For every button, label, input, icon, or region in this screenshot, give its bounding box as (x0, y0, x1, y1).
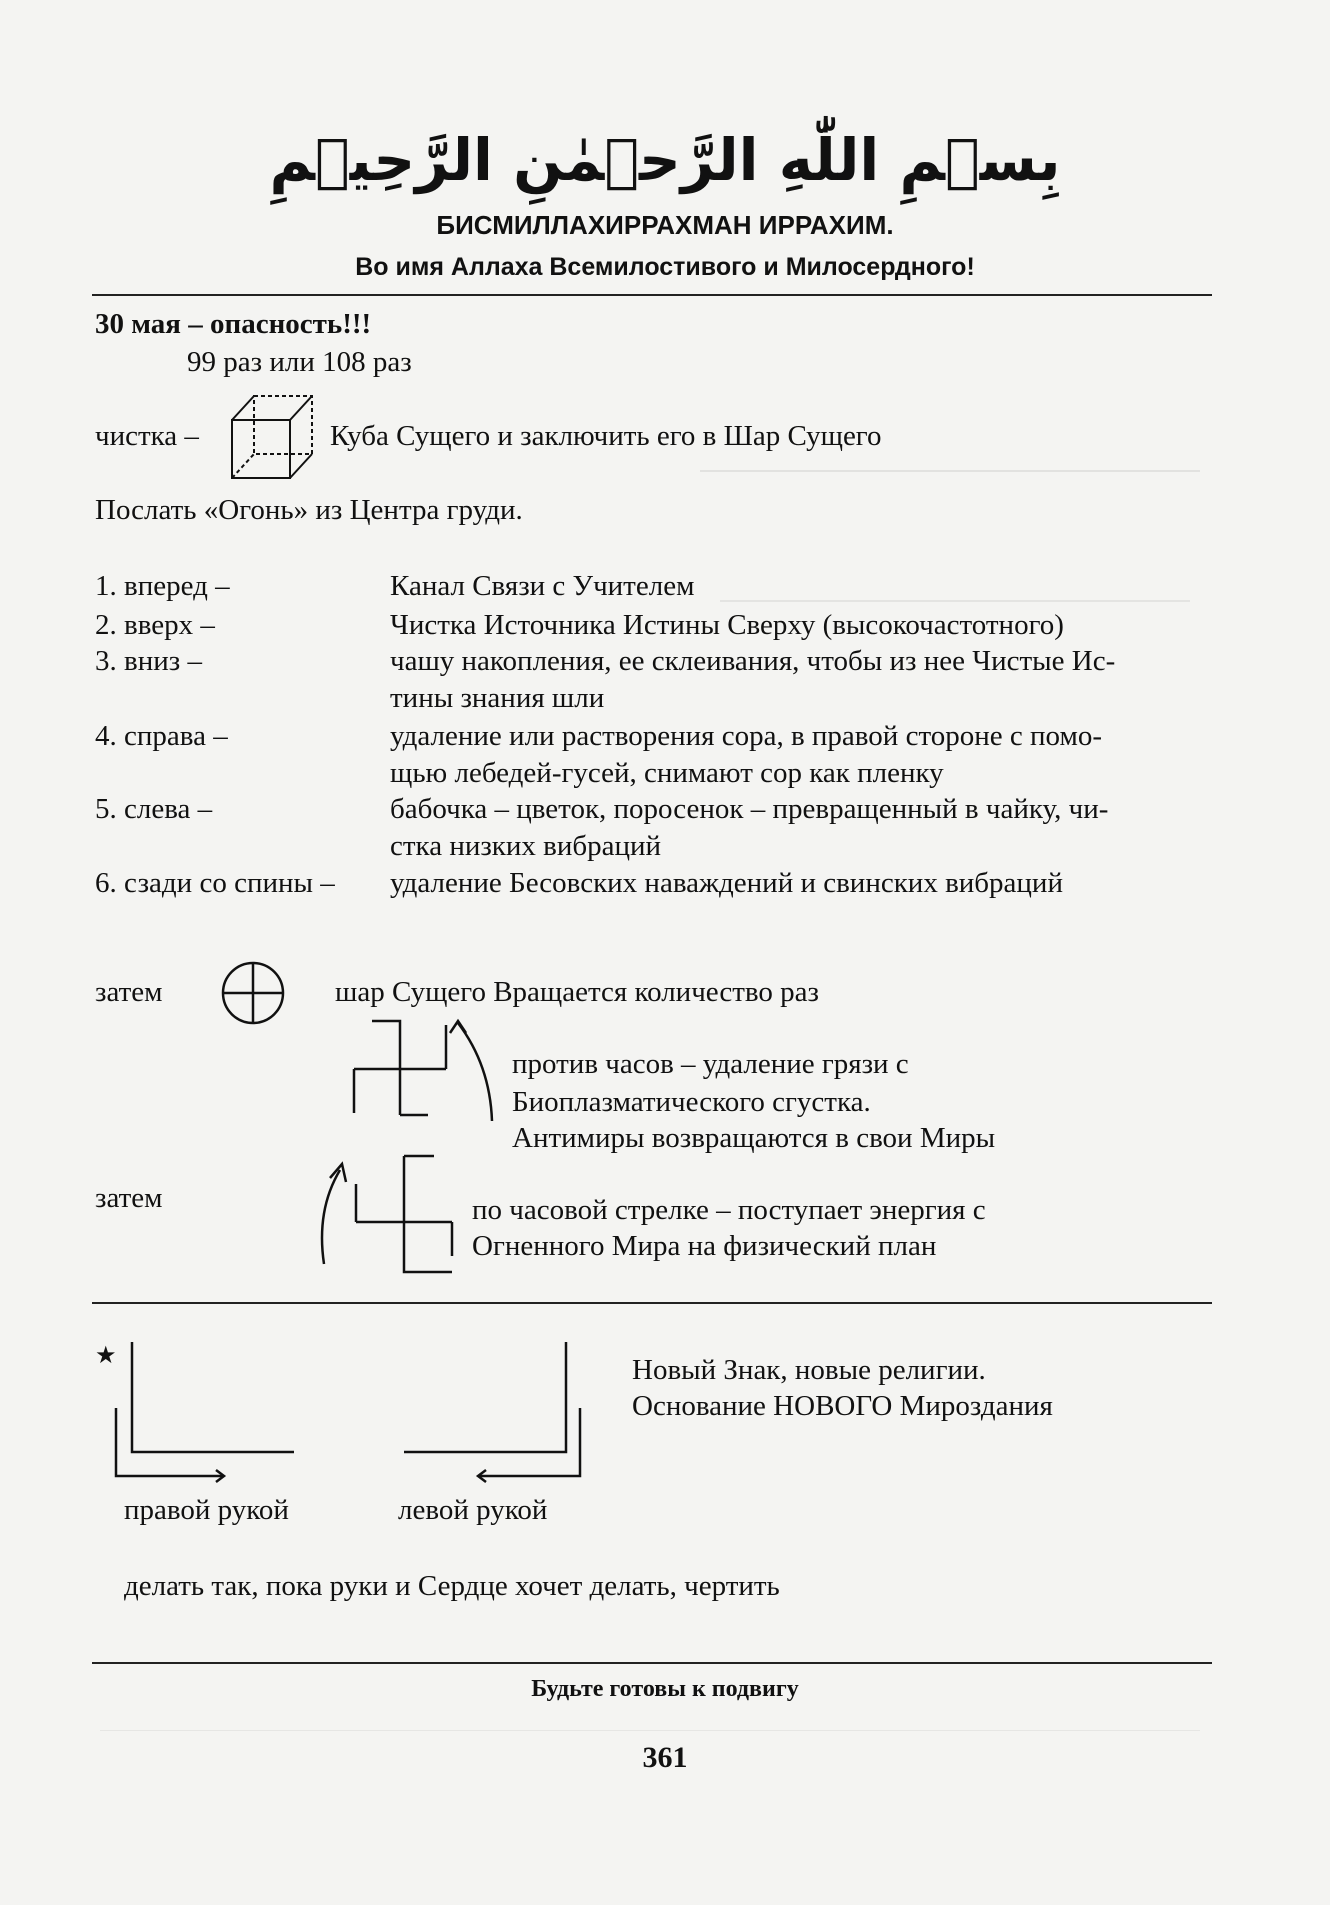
footer-motto: Будьте готовы к подвигу (531, 1676, 799, 1702)
direction-label: 1. вперед – (95, 570, 230, 602)
left-hand-label: левой рукой (398, 1494, 548, 1526)
crossed-circle-icon (220, 960, 286, 1026)
page-number: 361 (642, 1741, 688, 1774)
star-icon: ★ (95, 1341, 117, 1369)
clockwise-text: Огненного Мира на физический план (472, 1230, 937, 1262)
right-hand-label: правой рукой (124, 1494, 289, 1526)
repeat-count: 99 раз или 108 раз (187, 346, 412, 378)
footer-rule (92, 1662, 1212, 1664)
date-heading: 30 мая – опасность!!! (95, 308, 372, 340)
direction-text: тины знания шли (390, 682, 605, 714)
counterclockwise-sign-icon (350, 1015, 500, 1135)
direction-text: стка низких вибраций (390, 830, 662, 862)
drawing-instruction: делать так, пока руки и Сердце хочет делать, чертить (124, 1570, 780, 1602)
direction-text: Чистка Источника Истины Сверху (высокочастотного) (390, 609, 1064, 641)
direction-label: 4. справа – (95, 720, 228, 752)
clockwise-text: по часовой стрелке – поступает энергия с (472, 1194, 986, 1226)
section-rule (92, 1302, 1212, 1304)
direction-text: чашу накопления, ее склеивания, чтобы из нее Чистые Ис- (390, 645, 1116, 677)
direction-text: удаление Бесовских наваждений и свинских вибраций (390, 867, 1063, 899)
clockwise-sign-icon (312, 1150, 482, 1280)
counterclockwise-text: против часов – удаление грязи с (512, 1048, 909, 1080)
new-sign-text: Новый Знак, новые религии. (632, 1354, 986, 1386)
sphere-prefix: затем (95, 976, 163, 1008)
direction-label: 3. вниз – (95, 645, 202, 677)
direction-label: 6. сзади со спины – (95, 867, 335, 899)
sphere-text: шар Сущего Вращается количество раз (335, 976, 819, 1008)
direction-text: Канал Связи с Учителем (390, 570, 695, 602)
cleansing-text: Куба Сущего и заключить его в Шар Сущего (330, 420, 882, 452)
direction-text: бабочка – цветок, поросенок – превращенный в чайку, чи- (390, 793, 1109, 825)
cleansing-prefix: чистка – (95, 420, 199, 452)
header-transliteration: БИСМИЛЛАХИРРАХМАН ИРРАХИМ. (436, 210, 894, 240)
counterclockwise-text: Биоплазматического сгустка. (512, 1086, 871, 1118)
new-sign-diagram (110, 1340, 630, 1490)
arabic-basmala: بِسۡمِ اللّٰهِ الرَّحۡمٰنِ الرَّحِيۡمِ (269, 126, 1061, 194)
counterclockwise-text: Антимиры возвращаются в свои Миры (512, 1122, 996, 1154)
clockwise-prefix: затем (95, 1182, 163, 1214)
cube-icon (228, 392, 318, 482)
header-translation: Во имя Аллаха Всемилостивого и Милосердного! (355, 253, 975, 281)
header-rule (92, 294, 1212, 296)
fire-line: Послать «Огонь» из Центра груди. (95, 494, 523, 526)
direction-text: удаление или растворения сора, в правой стороне с помо- (390, 720, 1102, 752)
direction-label: 5. слева – (95, 793, 213, 825)
new-sign-text: Основание НОВОГО Мироздания (632, 1390, 1053, 1422)
direction-label: 2. вверх – (95, 609, 215, 641)
direction-text: щью лебедей-гусей, снимают сор как пленку (390, 757, 944, 789)
